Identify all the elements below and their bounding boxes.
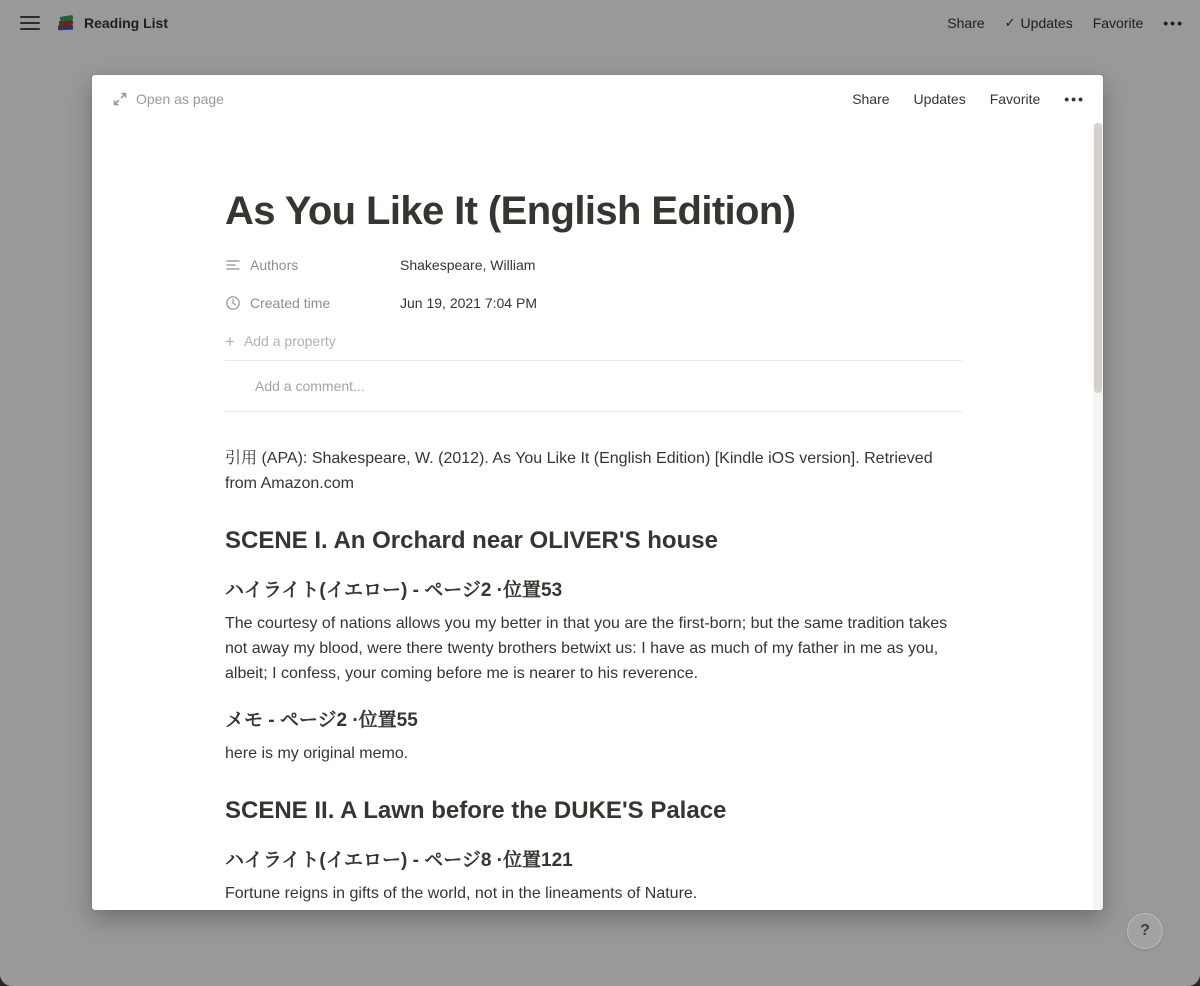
document-scroll-area: [92, 123, 1103, 910]
peek-more-options-button[interactable]: •••: [1064, 91, 1085, 107]
block-paragraph[interactable]: 引用 (APA): Shakespeare, W. (2012). As You Like It (English Edition) [Kindle iOS version]. Retrieved from Amazon.com: [225, 450, 933, 492]
favorite-button[interactable]: Favorite: [1092, 15, 1144, 31]
clock-icon: [225, 295, 241, 311]
peek-toolbar: [92, 75, 1103, 123]
property-label-text: Created time: [250, 295, 331, 311]
block-heading3[interactable]: メモ - ページ2 ·位置55: [225, 710, 418, 731]
updates-label: Updates: [1020, 15, 1073, 31]
expand-diagonal-icon: [113, 92, 127, 106]
block-paragraph[interactable]: The courtesy of nations allows you my better in that you are the first-born; but the same tradition takes not away my blood, were there twenty brothers betwixt us: I have as much of my father in me as you, albeit; I confess, your coming before me is nearer to his reverence.: [225, 615, 948, 682]
property-value[interactable]: Shakespeare, William: [400, 257, 536, 273]
page-breadcrumb-title[interactable]: Reading List: [84, 15, 169, 31]
block-heading3[interactable]: ハイライト(イエロー) - ページ8 ·位置121: [225, 850, 573, 871]
add-comment-input[interactable]: Add a comment...: [255, 378, 365, 394]
property-label-text: Authors: [250, 257, 299, 273]
property-label[interactable]: [225, 295, 400, 311]
help-button[interactable]: ?: [1127, 913, 1163, 949]
block-heading3[interactable]: ハイライト(イエロー) - ページ2 ·位置53: [225, 580, 563, 601]
peek-modal: [92, 75, 1103, 910]
property-row[interactable]: [225, 246, 962, 284]
document-blocks: [225, 412, 962, 906]
more-options-button[interactable]: •••: [1163, 15, 1184, 31]
peek-updates-button[interactable]: Updates: [913, 91, 966, 107]
check-icon: ✓: [1004, 15, 1016, 30]
scrollbar-thumb[interactable]: [1094, 123, 1102, 393]
block-paragraph[interactable]: Fortune reigns in gifts of the world, not in the lineaments of Nature.: [225, 885, 698, 902]
page-title[interactable]: As You Like It (English Edition): [225, 189, 796, 233]
block-heading2[interactable]: SCENE II. A Lawn before the DUKE'S Palace: [225, 797, 727, 824]
property-row[interactable]: [225, 284, 962, 322]
peek-favorite-button[interactable]: Favorite: [989, 91, 1041, 107]
open-as-page-button[interactable]: [113, 91, 224, 107]
add-property-button[interactable]: [225, 322, 962, 360]
share-button[interactable]: Share: [947, 15, 985, 31]
property-label[interactable]: [225, 257, 400, 273]
plus-icon: +: [225, 331, 235, 351]
property-list: [225, 246, 962, 322]
block-heading2[interactable]: SCENE I. An Orchard near OLIVER'S house: [225, 527, 718, 554]
peek-share-button[interactable]: Share: [852, 91, 890, 107]
scrollbar-track[interactable]: [1093, 123, 1103, 909]
add-property-label: Add a property: [243, 333, 336, 349]
block-paragraph[interactable]: here is my original memo.: [225, 745, 409, 762]
align-left-icon: [225, 257, 241, 273]
open-as-page-label: Open as page: [136, 91, 224, 107]
property-value[interactable]: Jun 19, 2021 7:04 PM: [400, 295, 537, 311]
